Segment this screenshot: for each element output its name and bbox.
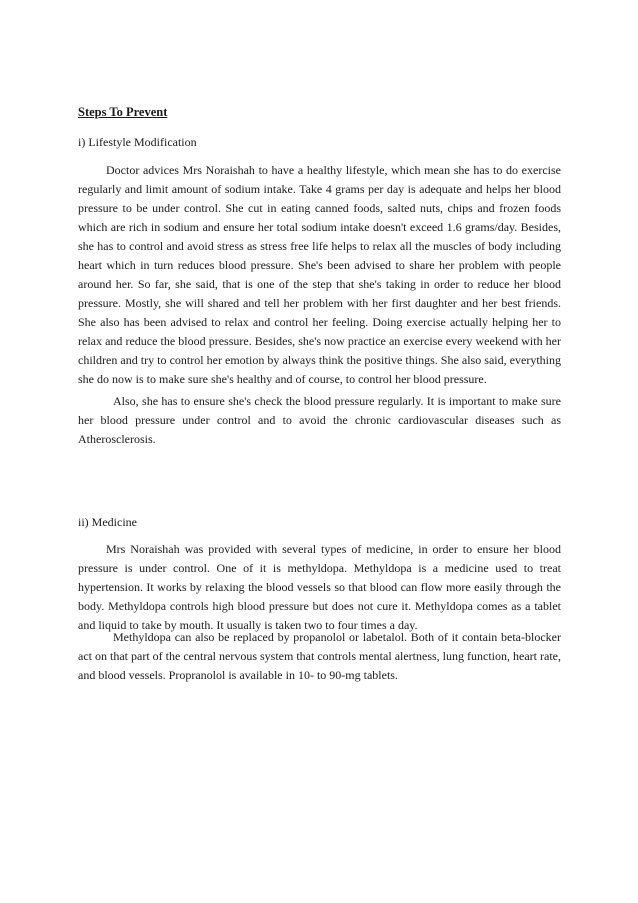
paragraph-lifestyle-2: Also, she has to ensure she's check the blood pressure regularly. It is important to make sure her blood pressure under control and to avoid the chronic cardiovascular diseases such as Atherosclerosis. xyxy=(78,394,561,446)
subsection-title-medicine: ii) Medicine xyxy=(78,515,137,529)
paragraph-medicine-1: Mrs Noraishah was provided with several types of medicine, in order to ensure her blood pressure is under control. One of it is methyldopa. Methyldopa is a medicine used to treat hypertension. It works by relaxing the blood vessels so that blood can flow more easily through the body. Methyldopa controls high blood pressure but does not cure it. Methyldopa comes as a tablet and liquid to take by mouth. It usually is taken two to four times a day. xyxy=(78,542,561,632)
paragraph-medicine-2: Methyldopa can also be replaced by propanolol or labetalol. Both of it contain beta-blocker act on that part of the central nervous system that controls mental alertness, lung function, heart rate, and blood vessels. Propranolol is available in 10- to 90-mg tablets. xyxy=(78,630,561,682)
section-heading: Steps To Prevent xyxy=(78,105,168,119)
subsection-title-lifestyle: i) Lifestyle Modification xyxy=(78,135,197,149)
paragraph-lifestyle-1: Doctor advices Mrs Noraishah to have a healthy lifestyle, which mean she has to do exercise regularly and limit amount of sodium intake. Take 4 grams per day is adequate and helps her blood pressure to be under control. She cut in eating canned foods, salted nuts, chips and frozen foods which are rich in sodium and ensure her total sodium intake doesn't exceed 1.6 grams/day. Besides, she has to control and avoid stress as stress free life helps to relax all the muscles of body including heart which in turn reduces blood pressure. She's been advised to share her problem with people around her. So far, she said, that is one of the step that she's taking in order to reduce her blood pressure. Mostly, she will shared and tell her problem with her first daughter and her best friends. She also has been advised to relax and control her feeling. Doing exercise actually helping her to relax and reduce the blood pressure. Besides, she's now practice an exercise every weekend with her children and try to control her emotion by always think the positive things. She also said, everything she do now is to make sure she's healthy and of course, to control her blood pressure. xyxy=(78,163,561,386)
